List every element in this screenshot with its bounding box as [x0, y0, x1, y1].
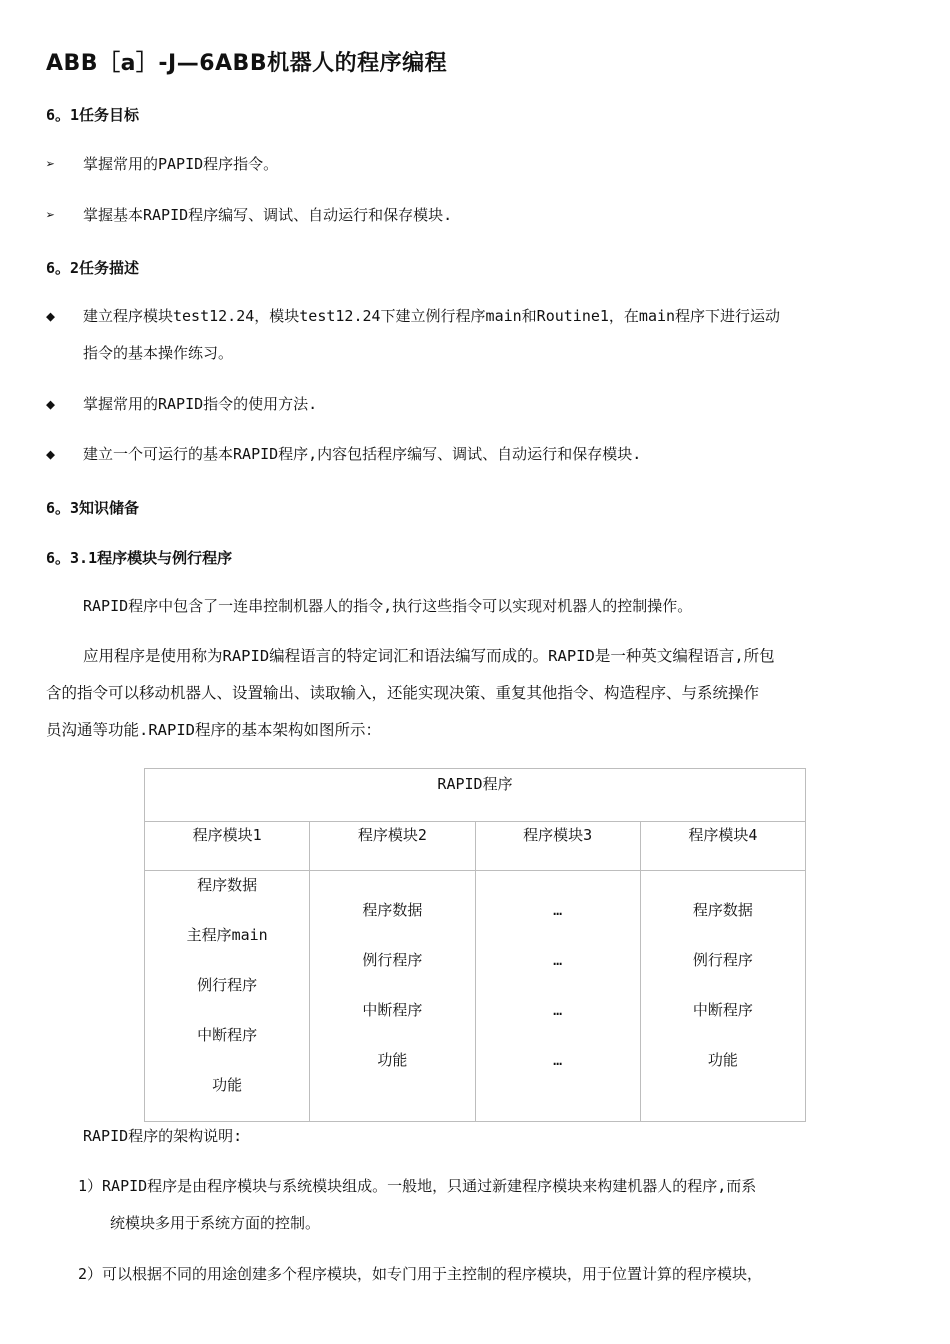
- module-4-label: 程序模块4: [688, 826, 758, 844]
- note-2-line-1: 2）可以根据不同的用途创建多个程序模块，如专门用于主控制的程序模块，用于位置计算的程序模块，: [78, 1265, 763, 1283]
- table-caption: RAPID程序的架构说明:: [83, 1127, 243, 1145]
- paragraph-2-line-1: 应用程序是使用称为RAPID编程语言的特定词汇和语法编写而成的。RAPID是一种英文编程语言,所包: [83, 647, 775, 665]
- module-header-cell: [640, 822, 805, 871]
- list-item: 程序数据: [362, 901, 423, 919]
- list-item: …: [553, 1051, 563, 1069]
- module-1-contents: [145, 871, 310, 1122]
- section-heading-6-2: 6。2任务描述: [46, 259, 140, 277]
- list-item: 中断程序: [197, 1026, 258, 1044]
- diamond-bullet-icon: ◆: [46, 307, 56, 325]
- note-1-line-2: 统模块多用于系统方面的控制。: [110, 1214, 321, 1232]
- table-header-label: RAPID程序: [437, 775, 513, 793]
- arrow-bullet-icon: ➢: [46, 206, 56, 224]
- module-4-contents: [640, 871, 805, 1122]
- document-title: ABB［a］-J—6ABB机器人的程序编程: [46, 51, 448, 76]
- list-item: 中断程序: [362, 1001, 423, 1019]
- list-item: 程序数据: [692, 901, 753, 919]
- task-item-1-line-1: 建立程序模块test12.24，模块test12.24下建立例行程序main和Routine1，在main程序下进行运动: [83, 307, 781, 325]
- task-item-1-line-2: 指令的基本操作练习。: [83, 344, 234, 362]
- goal-item-1: 掌握常用的PAPID程序指令。: [83, 155, 279, 173]
- list-item: …: [553, 951, 563, 969]
- paragraph-2-line-3: 员沟通等功能.RAPID程序的基本架构如图所示：: [46, 721, 381, 739]
- section-heading-6-1: 6。1任务目标: [46, 106, 140, 124]
- table-header-cell: [145, 769, 806, 822]
- list-item: …: [553, 1001, 563, 1019]
- diamond-bullet-icon: ◆: [46, 445, 56, 463]
- module-2-contents: [310, 871, 475, 1122]
- section-heading-6-3-1: 6。3.1程序模块与例行程序: [46, 549, 233, 567]
- task-item-2: 掌握常用的RAPID指令的使用方法.: [83, 395, 318, 413]
- module-header-cell: [310, 822, 475, 871]
- list-item: 中断程序: [692, 1001, 753, 1019]
- list-item: 功能: [212, 1076, 243, 1094]
- list-item: 例行程序: [692, 951, 753, 969]
- list-item: 功能: [707, 1051, 738, 1069]
- task-item-3: 建立一个可运行的基本RAPID程序,内容包括程序编写、调试、自动运行和保存模块.: [83, 445, 642, 463]
- list-item: 例行程序: [197, 976, 258, 994]
- list-item: 主程序main: [186, 926, 268, 944]
- module-header-cell: [475, 822, 640, 871]
- note-1-line-1: 1）RAPID程序是由程序模块与系统模块组成。一般地，只通过新建程序模块来构建机器人的程序,而系: [78, 1177, 757, 1195]
- diamond-bullet-icon: ◆: [46, 395, 56, 413]
- list-item: 例行程序: [362, 951, 423, 969]
- module-header-cell: [145, 822, 310, 871]
- arrow-bullet-icon: ➢: [46, 155, 56, 173]
- section-heading-6-3: 6。3知识储备: [46, 499, 140, 517]
- module-3-contents: [475, 871, 640, 1122]
- list-item: …: [553, 901, 563, 919]
- module-3-label: 程序模块3: [523, 826, 593, 844]
- goal-item-2: 掌握基本RAPID程序编写、调试、自动运行和保存模块.: [83, 206, 453, 224]
- paragraph-1: RAPID程序中包含了一连串控制机器人的指令,执行这些指令可以实现对机器人的控制操作。: [83, 597, 693, 615]
- paragraph-2-line-2: 含的指令可以移动机器人、设置输出、读取输入，还能实现决策、重复其他指令、构造程序、与系统操作: [46, 684, 760, 702]
- module-2-label: 程序模块2: [357, 826, 427, 844]
- rapid-architecture-table: [144, 768, 806, 1122]
- list-item: 程序数据: [197, 876, 258, 894]
- module-1-label: 程序模块1: [192, 826, 262, 844]
- list-item: 功能: [377, 1051, 408, 1069]
